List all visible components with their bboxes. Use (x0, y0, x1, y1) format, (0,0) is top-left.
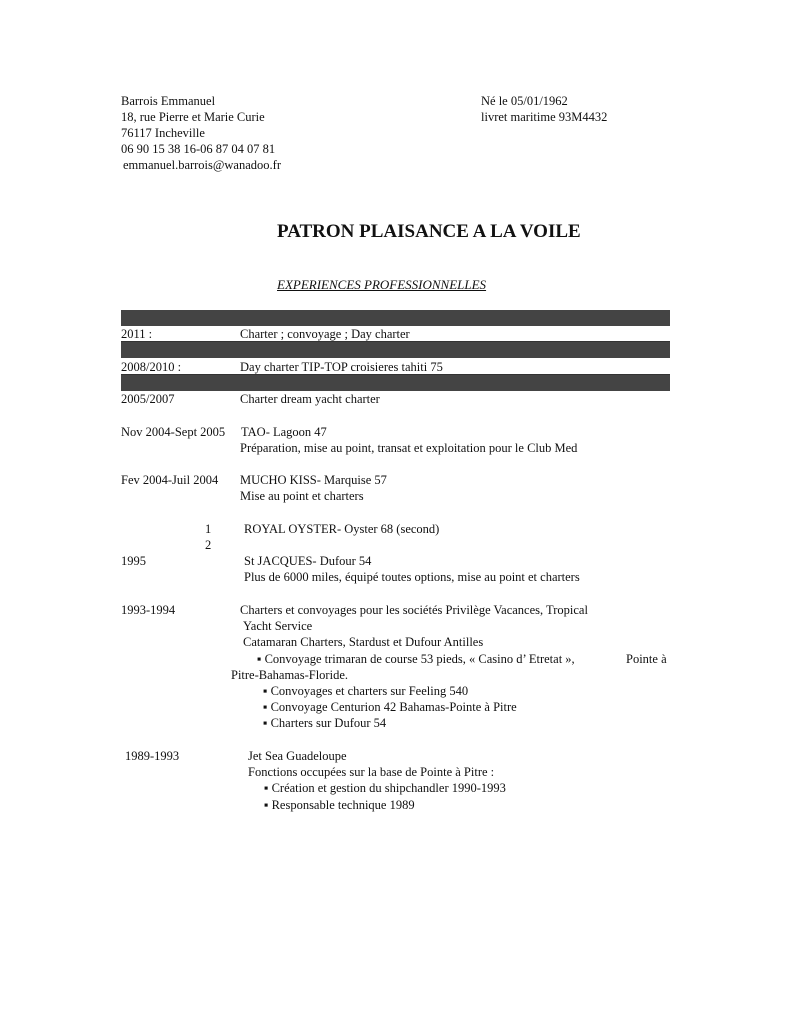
entry-line: Plus de 6000 miles, équipé toutes options, mise au point et charters (244, 570, 580, 584)
entry-date: 1989-1993 (125, 749, 180, 763)
entry-line: ROYAL OYSTER- Oyster 68 (second) (244, 522, 440, 536)
bullet-text: Création et gestion du shipchandler 1990-1993 (271, 781, 506, 795)
bullet-item (257, 651, 575, 667)
contact-city: 76117 Incheville (121, 126, 205, 140)
entry-date-part: 1 (205, 522, 212, 536)
page-title: PATRON PLAISANCE A LA VOILE (277, 221, 581, 242)
bullet-item (264, 780, 506, 796)
maritime-book: livret maritime 93M4432 (481, 110, 608, 124)
entry-line: St JACQUES- Dufour 54 (244, 554, 372, 568)
entry-line: Préparation, mise au point, transat et exploitation pour le Club Med (240, 441, 578, 455)
table-bar (121, 310, 670, 326)
entry-date: 1993-1994 (121, 603, 176, 617)
entry-line: MUCHO KISS- Marquise 57 (240, 473, 387, 487)
bullet-text: Pointe à (626, 652, 667, 666)
entry-line: Charter dream yacht charter (240, 392, 380, 406)
entry-date: 2008/2010 : (121, 360, 182, 374)
entry-line: Mise au point et charters (240, 489, 364, 503)
bullet-text: Charters sur Dufour 54 (270, 716, 387, 730)
entry-line: Yacht Service (243, 619, 313, 633)
bullet-icon: ▪ (263, 700, 268, 714)
entry-date: 2005/2007 (121, 392, 175, 406)
contact-name: Barrois Emmanuel (121, 94, 216, 108)
bullet-item (263, 699, 517, 715)
birth-date: Né le 05/01/1962 (481, 94, 568, 108)
contact-email: emmanuel.barrois@wanadoo.fr (123, 158, 281, 172)
entry-line: TAO- Lagoon 47 (241, 425, 327, 439)
bullet-text: Convoyages et charters sur Feeling 540 (270, 684, 469, 698)
bullet-icon: ▪ (264, 781, 269, 795)
bullet-item (263, 715, 386, 731)
section-title: EXPERIENCES PROFESSIONNELLES (277, 277, 487, 292)
entry-date: 1995 (121, 554, 146, 568)
bullet-icon: ▪ (257, 652, 262, 666)
entry-line: Charter ; convoyage ; Day charter (240, 327, 410, 341)
bullet-text: Convoyage Centurion 42 Bahamas-Pointe à Pitre (270, 700, 517, 714)
entry-date-part: 2 (205, 538, 212, 552)
table-bar (121, 342, 670, 358)
table-bar (121, 375, 670, 391)
contact-street: 18, rue Pierre et Marie Curie (121, 110, 265, 124)
contact-phones: 06 90 15 38 16-06 87 04 07 81 (121, 142, 276, 156)
bullet-icon: ▪ (263, 684, 268, 698)
entry-line: Catamaran Charters, Stardust et Dufour Antilles (243, 635, 484, 649)
bullet-item (263, 683, 468, 699)
entry-line: Charters et convoyages pour les sociétés Privilège Vacances, Tropical (240, 603, 588, 617)
bullet-text: Pitre-Bahamas-Floride. (231, 668, 348, 682)
bullet-text: Responsable technique 1989 (271, 798, 415, 812)
entry-line: Jet Sea Guadeloupe (248, 749, 347, 763)
entry-date: 2011 : (121, 327, 153, 341)
bullet-item (264, 797, 415, 813)
entry-line: Fonctions occupées sur la base de Pointe à Pitre : (248, 765, 495, 779)
bullet-icon: ▪ (263, 716, 268, 730)
entry-line: Day charter TIP-TOP croisieres tahiti 75 (240, 360, 443, 374)
bullet-text: Convoyage trimaran de course 53 pieds, « Casino d’ Etretat », (264, 652, 575, 666)
entry-date: Fev 2004-Juil 2004 (121, 473, 219, 487)
bullet-icon: ▪ (264, 798, 269, 812)
entry-date: Nov 2004-Sept 2005 (121, 425, 226, 439)
